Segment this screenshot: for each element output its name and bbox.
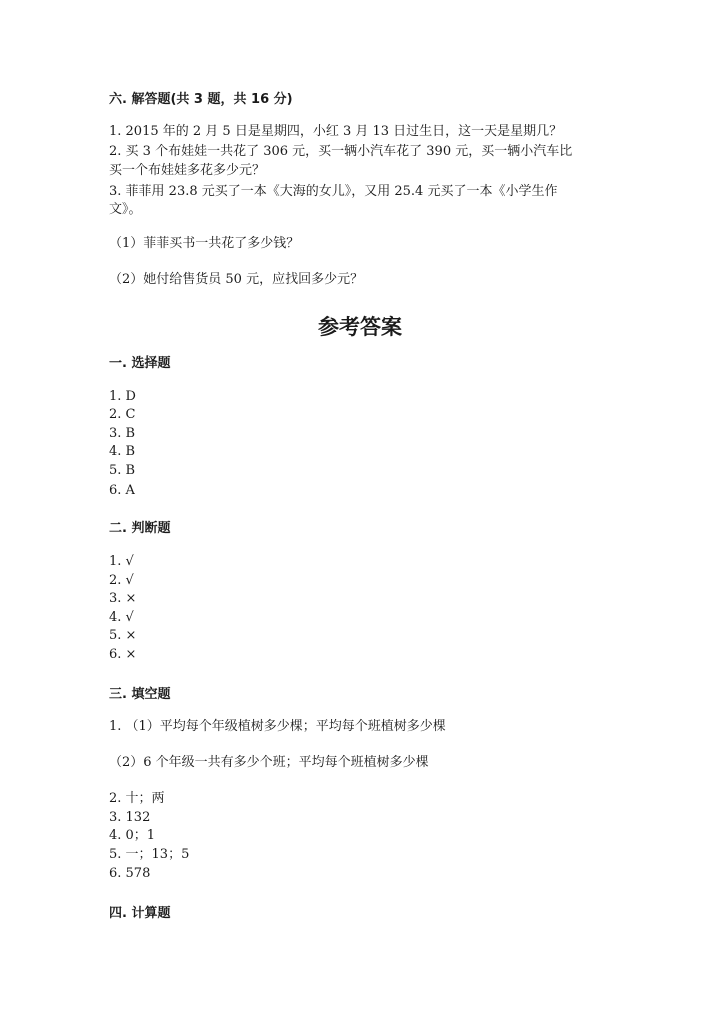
answer-item: 5. × <box>109 628 137 643</box>
answer-item: （2）6 个年级一共有多少个班；平均每个班植树多少棵 <box>109 755 429 770</box>
answer-item: 6. 578 <box>109 866 151 881</box>
answer-item: 2. C <box>109 407 136 422</box>
answer-item: 4. 0；1 <box>109 828 156 843</box>
answer-item: 5. B <box>109 463 136 478</box>
answer-item: 1. D <box>109 389 136 404</box>
answers-title: 参考答案 <box>318 315 402 339</box>
answer-item: 3. B <box>109 426 136 441</box>
answer-item: 3. × <box>109 591 137 606</box>
answer-item: 6. A <box>109 483 135 498</box>
answer-item: 5. 一；13；5 <box>109 847 190 862</box>
question-3-sub-2: （2）她付给售货员 50 元，应找回多少元？ <box>109 272 364 287</box>
answer-item: 4. √ <box>109 610 134 625</box>
question-3-line-2: 文》。 <box>109 202 142 217</box>
question-3-sub-1: （1）菲菲买书一共花了多少钱？ <box>109 236 300 251</box>
answer-item: 1. （1）平均每个年级植树多少棵；平均每个班植树多少棵 <box>109 719 446 734</box>
question-2-line-1: 2. 买 3 个布娃娃一共花了 306 元，买一辆小汽车花了 390 元，买一辆小汽车比 <box>109 144 573 159</box>
answer-item: 2. 十；两 <box>109 791 165 806</box>
answer-section-4-title: 四. 计算题 <box>109 906 171 921</box>
answer-item: 2. √ <box>109 573 134 588</box>
answer-item: 6. × <box>109 647 137 662</box>
answer-section-1-title: 一. 选择题 <box>109 356 171 371</box>
answer-item: 3. 132 <box>109 810 151 825</box>
answer-section-3-title: 三. 填空题 <box>109 687 171 702</box>
section-6-title: 六. 解答题(共 3 题，共 16 分) <box>109 92 293 107</box>
question-3-line-1: 3. 菲菲用 23.8 元买了一本《大海的女儿》，又用 25.4 元买了一本《小学生作 <box>109 184 558 199</box>
question-2-line-2: 买一个布娃娃多花多少元？ <box>109 163 266 178</box>
question-1: 1. 2015 年的 2 月 5 日是星期四，小红 3 月 13 日过生日，这一天是星期几？ <box>109 124 563 139</box>
answer-item: 1. √ <box>109 554 134 569</box>
answer-section-2-title: 二. 判断题 <box>109 521 171 536</box>
answer-item: 4. B <box>109 444 136 459</box>
